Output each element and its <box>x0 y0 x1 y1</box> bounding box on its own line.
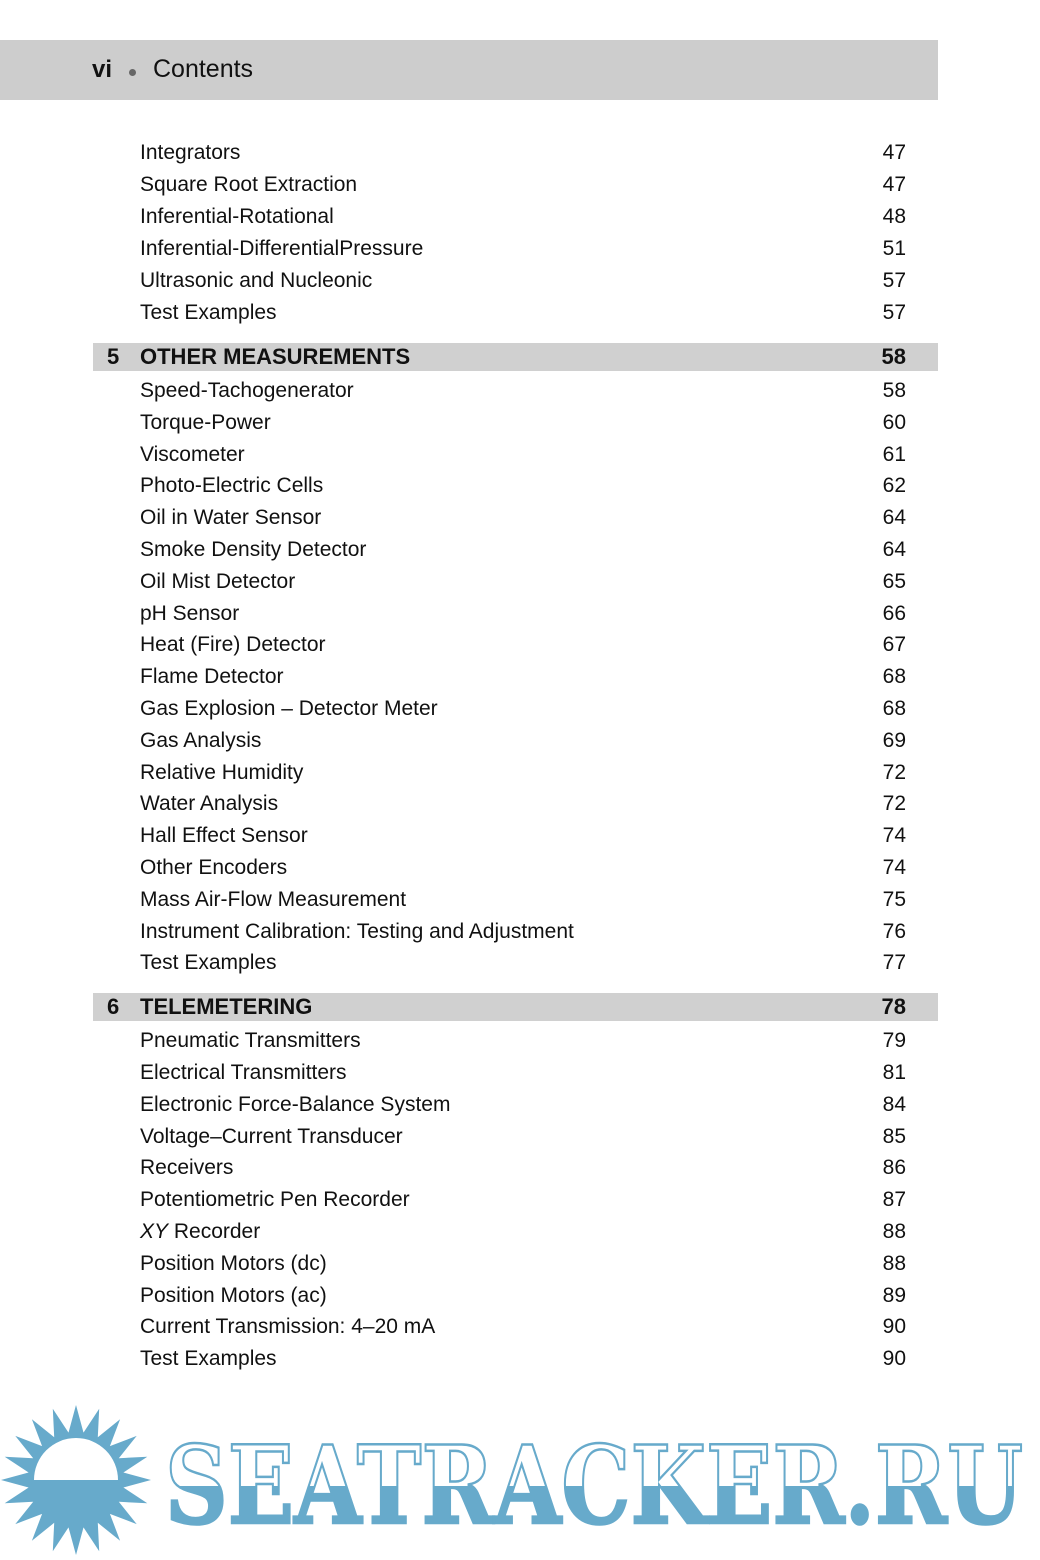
toc-entry[interactable] <box>0 884 938 916</box>
entry-title: Torque-Power <box>140 410 271 434</box>
entry-page: 61 <box>882 442 906 466</box>
entry-title: Mass Air-Flow Measurement <box>140 887 407 911</box>
toc-entry[interactable] <box>0 566 938 598</box>
page-number: vi <box>92 56 113 83</box>
entry-page: 84 <box>882 1092 906 1116</box>
toc-entry[interactable] <box>0 757 938 789</box>
entry-title: Other Encoders <box>140 855 288 879</box>
entry-page: 87 <box>882 1188 906 1212</box>
toc-entry[interactable] <box>0 852 938 884</box>
toc-entry[interactable] <box>0 1184 938 1216</box>
chapter-title: OTHER MEASUREMENTS <box>140 344 411 369</box>
entry-page: 67 <box>882 633 906 657</box>
entry-title: Viscometer <box>140 442 245 466</box>
entry-title: Square Root Extraction <box>140 173 358 196</box>
entry-title: Pneumatic Transmitters <box>140 1029 361 1053</box>
entry-page: 86 <box>882 1156 906 1180</box>
entry-page: 76 <box>882 919 906 943</box>
toc-entry[interactable] <box>0 502 938 534</box>
entry-page: 75 <box>882 887 906 911</box>
chapter-page: 78 <box>881 994 906 1020</box>
toc-entry[interactable] <box>0 375 938 407</box>
entry-page: 90 <box>882 1347 906 1371</box>
entry-title: Current Transmission: 4–20 mA <box>140 1315 436 1339</box>
toc-entry[interactable] <box>0 629 938 661</box>
toc-entry[interactable] <box>0 693 938 725</box>
toc-entry[interactable] <box>0 916 938 948</box>
entry-page: 66 <box>882 601 906 625</box>
toc-entry[interactable] <box>0 661 938 693</box>
entry-title: Speed-Tachogenerator <box>140 379 354 402</box>
entry-title: Oil in Water Sensor <box>140 506 322 530</box>
entry-page: 90 <box>882 1315 906 1339</box>
watermark-text: SEATRACKER.RU <box>165 1423 1023 1549</box>
entry-title: pH Sensor <box>140 601 240 625</box>
watermark-logo <box>0 1405 1040 1560</box>
entry-page: 85 <box>882 1124 906 1148</box>
toc-entry[interactable] <box>0 201 938 233</box>
entry-page: 72 <box>882 792 906 816</box>
entry-title: Receivers <box>140 1156 234 1180</box>
entry-page: 57 <box>882 269 906 292</box>
entry-title: Inferential-DifferentialPressure <box>140 237 424 260</box>
entry-page: 65 <box>882 569 906 593</box>
entry-page: 68 <box>882 665 906 689</box>
entry-page: 57 <box>882 301 906 324</box>
toc-entry[interactable] <box>0 297 938 329</box>
toc-entry[interactable] <box>0 1121 938 1153</box>
entry-title: Relative Humidity <box>140 760 304 784</box>
entry-title: Photo-Electric Cells <box>140 474 324 498</box>
entry-page: 47 <box>882 173 906 196</box>
toc-entry[interactable] <box>0 1089 938 1121</box>
table-of-contents <box>0 137 938 1375</box>
entry-page: 74 <box>882 855 906 879</box>
toc-entry[interactable] <box>0 820 938 852</box>
entry-page: 81 <box>882 1060 906 1084</box>
toc-entry[interactable] <box>0 407 938 439</box>
toc-entry[interactable] <box>0 598 938 630</box>
toc-entry[interactable] <box>0 725 938 757</box>
entry-title: Test Examples <box>140 301 277 324</box>
entry-page: 60 <box>882 410 906 434</box>
entry-title: Instrument Calibration: Testing and Adjustment <box>140 919 574 943</box>
entry-title: Test Examples <box>140 951 277 975</box>
entry-page: 69 <box>882 728 906 752</box>
chapter-number: 5 <box>107 344 120 369</box>
entry-page: 48 <box>882 205 906 228</box>
toc-entry[interactable] <box>0 233 938 265</box>
entry-title: Smoke Density Detector <box>140 537 367 561</box>
toc-entry[interactable] <box>0 788 938 820</box>
toc-entry[interactable] <box>0 1343 938 1375</box>
entry-title: Integrators <box>140 141 241 164</box>
entry-title: Heat (Fire) Detector <box>140 633 326 657</box>
chapter-number: 6 <box>107 994 120 1020</box>
chapter-heading[interactable] <box>93 993 938 1021</box>
entry-title: Electronic Force-Balance System <box>140 1092 451 1116</box>
entry-title: Potentiometric Pen Recorder <box>140 1188 410 1212</box>
toc-entry[interactable] <box>0 1216 938 1248</box>
entry-title: Water Analysis <box>140 792 279 816</box>
entry-page: 64 <box>882 537 906 561</box>
chapter-title: TELEMETERING <box>140 994 313 1020</box>
entry-page: 51 <box>882 237 906 260</box>
entry-title: XY Recorder <box>140 1219 261 1243</box>
entry-page: 72 <box>882 760 906 784</box>
toc-entry[interactable] <box>0 137 938 169</box>
toc-entry[interactable] <box>0 1025 938 1057</box>
entry-page: 88 <box>882 1219 906 1243</box>
chapter-heading[interactable] <box>93 343 938 371</box>
entry-page: 62 <box>882 474 906 498</box>
entry-title: Flame Detector <box>140 665 284 689</box>
toc-entry[interactable] <box>0 947 938 979</box>
bullet-separator <box>129 69 136 76</box>
entry-page: 74 <box>882 824 906 848</box>
toc-entry[interactable] <box>0 439 938 471</box>
entry-page: 64 <box>882 506 906 530</box>
entry-title: Ultrasonic and Nucleonic <box>140 269 373 292</box>
entry-page: 79 <box>882 1029 906 1053</box>
entry-page: 89 <box>882 1283 906 1307</box>
toc-entry[interactable] <box>0 1248 938 1280</box>
entry-title: Voltage–Current Transducer <box>140 1124 403 1148</box>
toc-entry[interactable] <box>0 1280 938 1312</box>
entry-title: Position Motors (ac) <box>140 1283 327 1307</box>
toc-entry[interactable] <box>0 169 938 201</box>
entry-title: Position Motors (dc) <box>140 1251 327 1275</box>
header-title: Contents <box>153 55 254 83</box>
entry-page: 47 <box>882 141 906 164</box>
entry-page: 88 <box>882 1251 906 1275</box>
entry-title: Oil Mist Detector <box>140 569 296 593</box>
toc-entry[interactable] <box>0 470 938 502</box>
toc-entry[interactable] <box>0 1311 938 1343</box>
entry-title: Gas Analysis <box>140 728 262 752</box>
running-header <box>0 40 938 100</box>
toc-entry[interactable] <box>0 265 938 297</box>
entry-title: Gas Explosion – Detector Meter <box>140 696 438 720</box>
sun-icon <box>1 1405 151 1555</box>
toc-entry[interactable] <box>0 534 938 566</box>
toc-entry[interactable] <box>0 1057 938 1089</box>
entry-page: 68 <box>882 696 906 720</box>
chapter-page: 58 <box>881 344 906 369</box>
entry-title: Electrical Transmitters <box>140 1060 347 1084</box>
toc-entry[interactable] <box>0 1152 938 1184</box>
entry-title: Hall Effect Sensor <box>140 824 308 848</box>
entry-title: Test Examples <box>140 1347 277 1371</box>
entry-page: 58 <box>882 379 906 402</box>
entry-title: Inferential-Rotational <box>140 205 334 228</box>
entry-page: 77 <box>882 951 906 975</box>
